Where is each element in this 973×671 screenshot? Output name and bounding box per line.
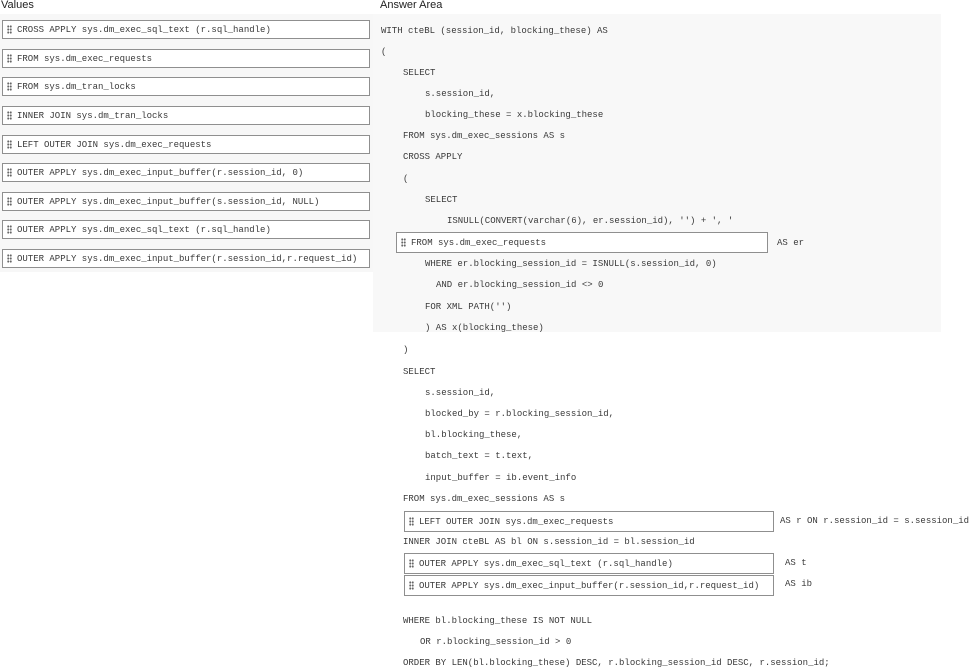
values-header: Values bbox=[1, 0, 34, 11]
code-line: ORDER BY LEN(bl.blocking_these) DESC, r.blocking_session_id DESC, r.session_id; bbox=[403, 658, 830, 668]
code-line: input_buffer = ib.event_info bbox=[425, 473, 577, 483]
drag-handle-icon bbox=[7, 254, 12, 263]
drop-zone-label: LEFT OUTER JOIN sys.dm_exec_requests bbox=[419, 516, 614, 527]
value-item-outer-apply-input-buffer-request-id[interactable] bbox=[2, 249, 370, 268]
drag-handle-icon bbox=[401, 238, 406, 247]
value-item-left-outer-join-exec-requests[interactable] bbox=[2, 135, 370, 154]
code-line: ( bbox=[381, 47, 387, 57]
value-item-label: FROM sys.dm_exec_requests bbox=[17, 53, 153, 64]
drag-handle-icon bbox=[7, 197, 12, 206]
code-line: batch_text = t.text, bbox=[425, 451, 534, 461]
drag-handle-icon bbox=[7, 25, 12, 34]
code-line: FROM sys.dm_exec_sessions AS s bbox=[403, 131, 566, 141]
code-line: s.session_id, bbox=[425, 388, 496, 398]
code-line: AS t bbox=[785, 558, 807, 568]
drop-zone-from-source[interactable] bbox=[396, 232, 768, 253]
drop-zone-input-buffer[interactable] bbox=[404, 575, 774, 596]
value-item-label: INNER JOIN sys.dm_tran_locks bbox=[17, 110, 169, 121]
answer-area-header: Answer Area bbox=[380, 0, 443, 11]
drag-handle-icon bbox=[7, 111, 12, 120]
drag-handle-icon bbox=[409, 581, 414, 590]
drop-zone-sql-text[interactable] bbox=[404, 553, 774, 574]
code-line: INNER JOIN cteBL AS bl ON s.session_id = bl.session_id bbox=[403, 537, 695, 547]
code-line: s.session_id, bbox=[425, 89, 496, 99]
drop-zone-label: FROM sys.dm_exec_requests bbox=[411, 237, 547, 248]
code-line: AND er.blocking_session_id <> 0 bbox=[436, 280, 604, 290]
value-item-label: LEFT OUTER JOIN sys.dm_exec_requests bbox=[17, 139, 212, 150]
drag-handle-icon bbox=[409, 559, 414, 568]
code-line: AS r ON r.session_id = s.session_id bbox=[780, 516, 970, 526]
code-line: ( bbox=[403, 174, 409, 184]
code-line: AS er bbox=[777, 238, 805, 248]
value-item-label: CROSS APPLY sys.dm_exec_sql_text (r.sql_handle) bbox=[17, 24, 271, 35]
code-line: blocking_these = x.blocking_these bbox=[425, 110, 604, 120]
code-line: bl.blocking_these, bbox=[425, 430, 523, 440]
drag-handle-icon bbox=[7, 140, 12, 149]
value-item-label: OUTER APPLY sys.dm_exec_input_buffer(s.session_id, NULL) bbox=[17, 196, 320, 207]
drop-zone-label: OUTER APPLY sys.dm_exec_input_buffer(r.session_id,r.request_id) bbox=[419, 580, 760, 591]
code-line: ISNULL(CONVERT(varchar(6), er.session_id), '') + ', ' bbox=[447, 216, 734, 226]
drag-handle-icon bbox=[7, 168, 12, 177]
drop-zone-label: OUTER APPLY sys.dm_exec_sql_text (r.sql_handle) bbox=[419, 558, 673, 569]
code-line: WITH cteBL (session_id, blocking_these) AS bbox=[381, 26, 608, 36]
code-line: ) bbox=[403, 345, 409, 355]
value-item-label: OUTER APPLY sys.dm_exec_sql_text (r.sql_handle) bbox=[17, 224, 271, 235]
code-line: SELECT bbox=[403, 68, 436, 78]
value-item-outer-apply-input-buffer-0[interactable] bbox=[2, 163, 370, 182]
value-item-outer-apply-input-buffer-null[interactable] bbox=[2, 192, 370, 211]
code-line: SELECT bbox=[425, 195, 458, 205]
drag-handle-icon bbox=[7, 54, 12, 63]
code-line: FOR XML PATH('') bbox=[425, 302, 512, 312]
value-item-from-tran-locks[interactable] bbox=[2, 77, 370, 96]
code-line: SELECT bbox=[403, 367, 436, 377]
code-line: WHERE bl.blocking_these IS NOT NULL bbox=[403, 616, 593, 626]
code-line: CROSS APPLY bbox=[403, 152, 463, 162]
code-line: FROM sys.dm_exec_sessions AS s bbox=[403, 494, 566, 504]
drop-zone-join-requests[interactable] bbox=[404, 511, 774, 532]
value-item-from-exec-requests[interactable] bbox=[2, 49, 370, 68]
code-line: WHERE er.blocking_session_id = ISNULL(s.session_id, 0) bbox=[425, 259, 717, 269]
value-item-label: OUTER APPLY sys.dm_exec_input_buffer(r.session_id, 0) bbox=[17, 167, 304, 178]
code-line: OR r.blocking_session_id > 0 bbox=[420, 637, 572, 647]
value-item-label: OUTER APPLY sys.dm_exec_input_buffer(r.session_id,r.request_id) bbox=[17, 253, 358, 264]
code-line: AS ib bbox=[785, 579, 813, 589]
drag-handle-icon bbox=[7, 82, 12, 91]
value-item-outer-apply-sql-text[interactable] bbox=[2, 220, 370, 239]
code-line: blocked_by = r.blocking_session_id, bbox=[425, 409, 615, 419]
value-item-cross-apply-sql-text[interactable] bbox=[2, 20, 370, 39]
drag-handle-icon bbox=[7, 225, 12, 234]
code-line: ) AS x(blocking_these) bbox=[425, 323, 544, 333]
drag-handle-icon bbox=[409, 517, 414, 526]
value-item-inner-join-tran-locks[interactable] bbox=[2, 106, 370, 125]
value-item-label: FROM sys.dm_tran_locks bbox=[17, 81, 136, 92]
